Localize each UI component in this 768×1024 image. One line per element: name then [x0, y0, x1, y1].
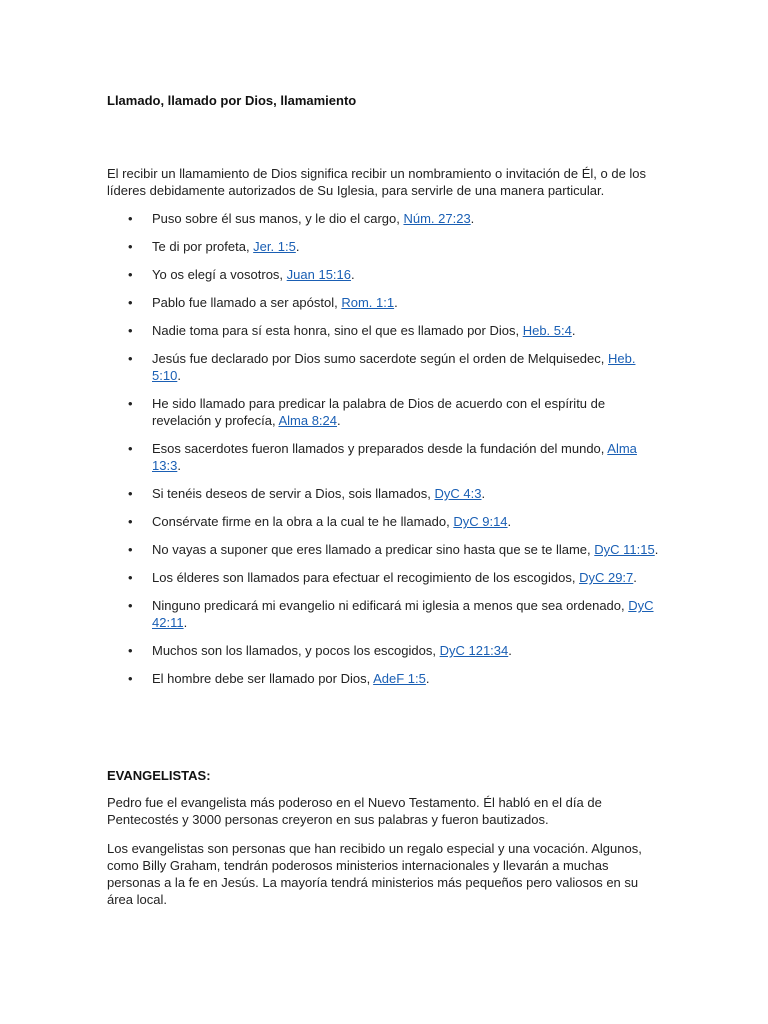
item-punctuation: . [183, 615, 188, 630]
item-text: Consérvate firme en la obra a la cual te he llamado, [152, 514, 454, 529]
list-item [107, 513, 667, 530]
list-item [107, 440, 667, 474]
item-punctuation: . [481, 486, 486, 501]
item-text: Nadie toma para sí esta honra, sino el que es llamado por Dios, [152, 323, 523, 338]
item-text: Yo os elegí a vosotros, [152, 267, 287, 282]
list-item [107, 541, 667, 558]
item-text: Los élderes son llamados para efectuar el recogimiento de los escogidos, [152, 570, 580, 585]
list-item [107, 597, 667, 631]
bullet-icon: • [128, 542, 133, 557]
item-punctuation: . [470, 211, 475, 226]
bullet-icon: • [128, 211, 133, 226]
bullet-icon: • [128, 351, 133, 366]
bullet-icon: • [128, 570, 133, 585]
item-text: Puso sobre él sus manos, y le dio el cargo, [152, 211, 404, 226]
list-item [107, 485, 667, 502]
item-text: Esos sacerdotes fueron llamados y preparados desde la fundación del mundo, [152, 441, 608, 456]
bullet-icon: • [128, 643, 133, 658]
item-punctuation: . [425, 671, 430, 686]
bullet-icon: • [128, 267, 133, 282]
paragraph: Pedro fue el evangelista más poderoso en el Nuevo Testamento. Él habló en el día de Pentecostés y 3000 personas creyeron en sus palabras y fueron bautizados. [107, 795, 602, 827]
list-item [107, 350, 667, 384]
scripture-link[interactable]: DyC 4:3 [434, 486, 482, 501]
scripture-link[interactable]: Heb. 5:10 [152, 351, 636, 383]
item-text: Jesús fue declarado por Dios sumo sacerdote según el orden de Melquisedec, [152, 351, 608, 366]
item-text: Muchos son los llamados, y pocos los escogidos, [152, 643, 440, 658]
bullet-icon: • [128, 486, 133, 501]
bullet-icon: • [128, 441, 133, 456]
scripture-link[interactable]: Alma 8:24 [278, 413, 338, 428]
bullet-icon: • [128, 598, 133, 613]
list-item [107, 642, 667, 659]
item-punctuation: . [177, 368, 181, 383]
list-item [107, 266, 667, 283]
paragraph: Los evangelistas son personas que han recibido un regalo especial y una vocación. Algunos, como Billy Graham, tendrán poderosos ministerios internacionales y llevarán a muchas personas a la fe en Jesús. La mayoría tendrá ministerios más pequeños pero valiosos en su área local. [107, 841, 642, 907]
intro-paragraph: El recibir un llamamiento de Dios significa recibir un nombramiento o invitación de Él, o de los líderes debidamente autorizados de Su Iglesia, para servirle de una manera particular. [107, 166, 647, 198]
scripture-link[interactable]: DyC 121:34 [439, 643, 509, 658]
item-punctuation: . [508, 643, 512, 658]
item-punctuation: . [295, 239, 300, 254]
scripture-reference-list [107, 210, 667, 698]
item-punctuation: . [394, 295, 398, 310]
scripture-link[interactable]: Heb. 5:4 [522, 323, 572, 338]
scripture-link[interactable]: DyC 29:7 [579, 570, 634, 585]
section-heading: EVANGELISTAS: [107, 768, 211, 783]
scripture-link[interactable]: Núm. 27:23 [403, 211, 471, 226]
list-item [107, 569, 667, 586]
scripture-link[interactable]: Jer. 1:5 [253, 239, 296, 254]
scripture-link[interactable]: DyC 11:15 [594, 542, 655, 557]
item-text: He sido llamado para predicar la palabra de Dios de acuerdo con el espíritu de revelación y profecía, [152, 396, 606, 428]
list-item [107, 238, 667, 255]
item-text: El hombre debe ser llamado por Dios, [152, 671, 374, 686]
item-punctuation: . [177, 458, 181, 473]
bullet-icon: • [128, 239, 133, 254]
scripture-link[interactable]: Rom. 1:1 [341, 295, 395, 310]
item-punctuation: . [633, 570, 637, 585]
scripture-link[interactable]: AdeF 1:5 [373, 671, 426, 686]
scripture-link[interactable]: Alma 13:3 [152, 441, 637, 473]
item-text: No vayas a suponer que eres llamado a predicar sino hasta que se te llame, [152, 542, 595, 557]
bullet-icon: • [128, 514, 133, 529]
scripture-link[interactable]: DyC 42:11 [152, 598, 654, 630]
scripture-link[interactable]: Juan 15:16 [286, 267, 352, 282]
bullet-icon: • [128, 671, 133, 686]
item-text: Pablo fue llamado a ser apóstol, [152, 295, 342, 310]
item-punctuation: . [337, 413, 341, 428]
item-punctuation: . [654, 542, 659, 557]
item-text: Si tenéis deseos de servir a Dios, sois llamados, [152, 486, 435, 501]
list-item [107, 322, 667, 339]
item-punctuation: . [507, 514, 512, 529]
item-text: Ninguno predicará mi evangelio ni edificará mi iglesia a menos que sea ordenado, [152, 598, 629, 613]
item-punctuation: . [571, 323, 576, 338]
list-item [107, 210, 667, 227]
item-punctuation: . [351, 267, 355, 282]
document-title: Llamado, llamado por Dios, llamamiento [107, 93, 357, 108]
list-item [107, 395, 667, 429]
scripture-link[interactable]: DyC 9:14 [453, 514, 508, 529]
list-item [107, 294, 667, 311]
bullet-icon: • [128, 323, 133, 338]
bullet-icon: • [128, 396, 133, 411]
item-text: Te di por profeta, [152, 239, 254, 254]
bullet-icon: • [128, 295, 133, 310]
list-item [107, 670, 667, 687]
